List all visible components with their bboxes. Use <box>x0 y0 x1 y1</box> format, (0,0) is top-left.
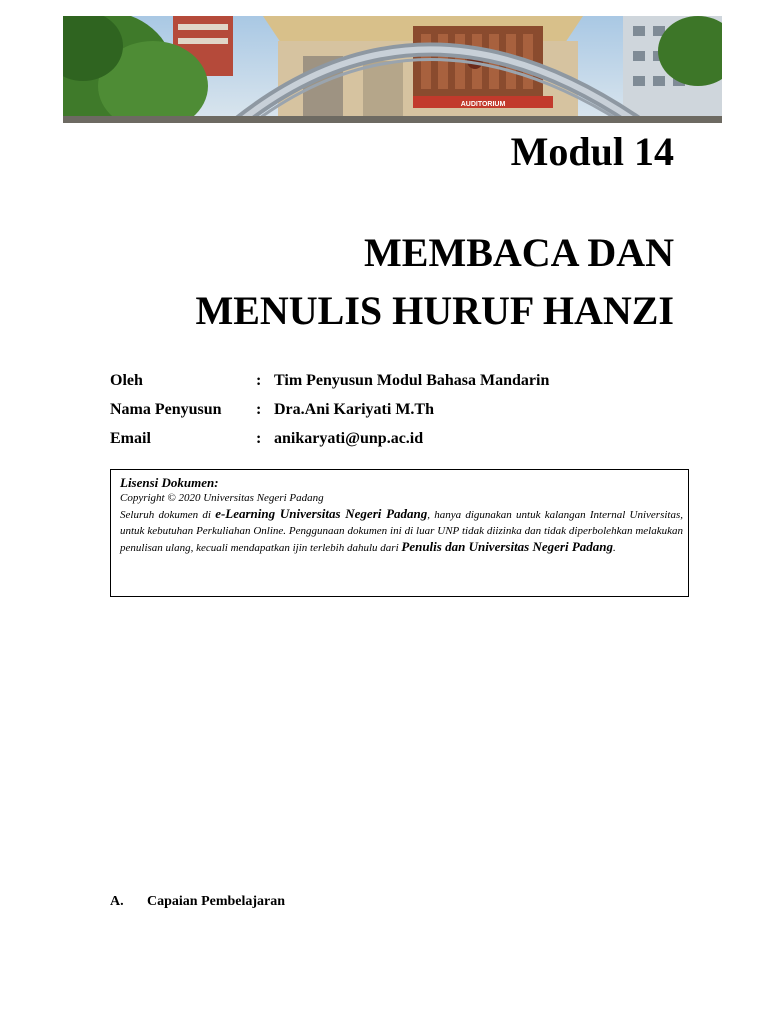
info-colon: : <box>256 400 262 418</box>
license-box <box>110 469 689 597</box>
info-row-nama-penyusun <box>110 395 549 424</box>
header-banner-image <box>63 16 722 123</box>
info-value: Dra.Ani Kariyati M.Th <box>274 400 434 418</box>
info-row-oleh <box>110 366 549 395</box>
module-title-line1: MEMBACA DAN <box>364 230 674 275</box>
section-heading <box>110 894 285 910</box>
license-author-name: Penulis dan Universitas Negeri Padang <box>401 539 614 554</box>
license-copyright: Copyright © 2020 Universitas Negeri Padang <box>120 492 324 504</box>
info-label: Oleh <box>110 371 143 389</box>
info-colon: : <box>256 371 262 389</box>
email-value: anikaryati@unp.ac.id <box>274 429 424 447</box>
info-value: Tim Penyusun Modul Bahasa Mandarin <box>274 371 550 389</box>
info-label: Nama Penyusun <box>110 400 222 418</box>
module-title <box>74 224 674 340</box>
license-elearning-name: e-Learning Universitas Negeri Padang <box>215 506 428 521</box>
info-row-email <box>110 424 549 453</box>
author-info <box>110 366 549 453</box>
module-title-line2: MENULIS HURUF HANZI <box>195 288 674 333</box>
section-letter: A. <box>110 894 124 909</box>
info-colon: : <box>256 429 262 447</box>
auditorium-sign: AUDITORIUM <box>460 101 506 108</box>
license-body-suffix: . <box>613 542 616 554</box>
module-number: Modul 14 <box>510 129 674 174</box>
section-title: Capaian Pembelajaran <box>147 894 286 909</box>
license-title: Lisensi Dokumen: <box>120 475 219 490</box>
info-label: Email <box>110 429 151 447</box>
license-body-middle: , hanya digunakan untuk kalangan Internal Universitas, untuk kebutuhan Perkuliahan Online. Penggunaan dokumen ini di luar UNP tidak diizinka dan tidak diperbolehkan melakukan penulisan ulang, kecuali mendapatkan ijin terlebih dahulu dari <box>120 509 684 554</box>
license-body <box>120 506 683 556</box>
license-body-prefix: Seluruh dokumen di <box>120 509 216 521</box>
